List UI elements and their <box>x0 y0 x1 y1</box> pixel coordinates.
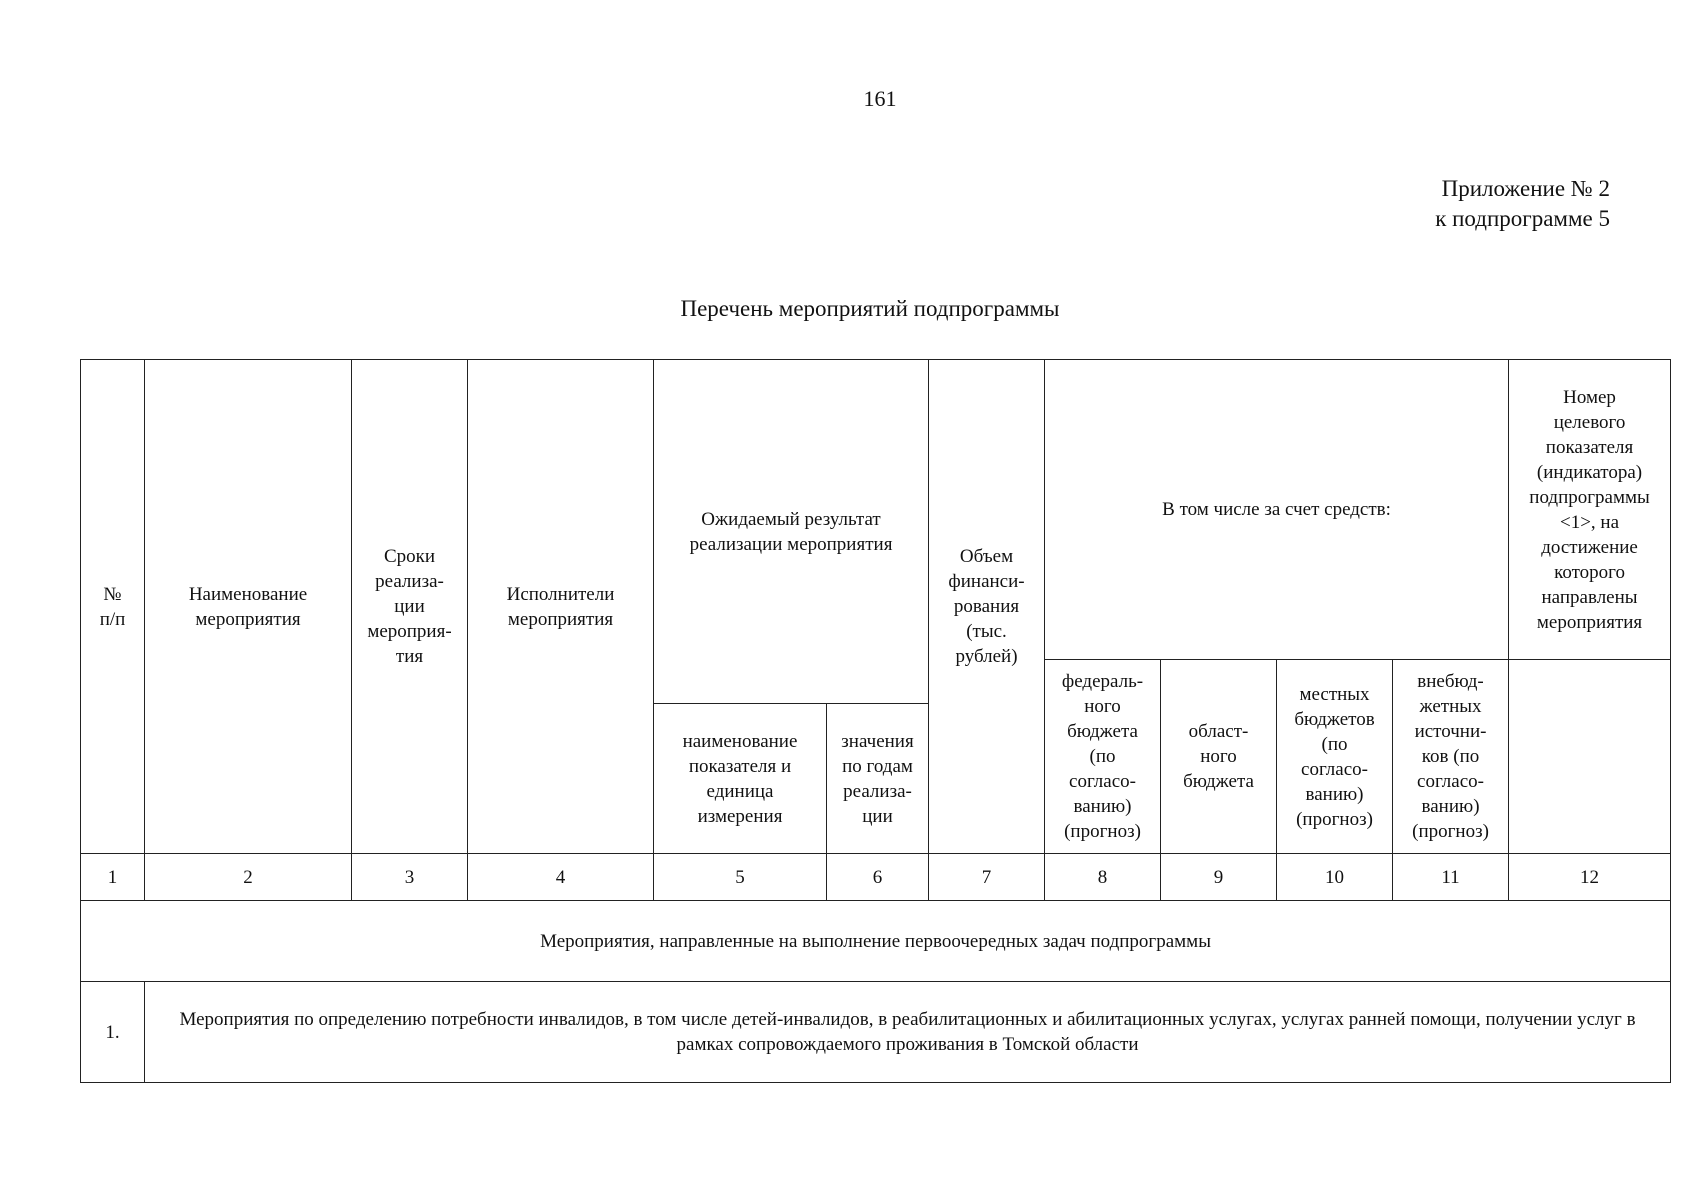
header-line: (прогноз) <box>1296 808 1373 830</box>
header-line: (по <box>1089 746 1116 767</box>
column-number: 12 <box>1509 854 1671 901</box>
page-number: 161 <box>863 86 897 111</box>
header-line: Исполнители <box>506 583 615 605</box>
header-line: измерения <box>697 805 783 827</box>
header-line: ванию) <box>1421 796 1480 817</box>
header-line: ков (по <box>1421 746 1480 767</box>
header-line: согласо- <box>1069 771 1136 792</box>
header-line: Объем <box>959 546 1014 567</box>
header-line: значения <box>841 730 914 752</box>
header-line: (тыс. <box>966 621 1007 642</box>
header-target-indicator <box>1509 360 1671 660</box>
header-expected-result <box>654 360 929 704</box>
header-line: <1>, на <box>1560 511 1620 533</box>
column-number: 3 <box>352 854 468 901</box>
header-line: мероприятия <box>195 608 301 630</box>
header-line: (индикатора) <box>1536 461 1643 483</box>
header-line: бюджета <box>1067 721 1138 742</box>
column-number: 6 <box>827 854 929 901</box>
header-line: которого <box>1554 561 1625 583</box>
column-number: 10 <box>1277 854 1393 901</box>
header-regional-budget <box>1161 660 1277 854</box>
header-line: наименование <box>682 730 798 752</box>
header-line: мероприя- <box>367 621 452 642</box>
header-line: федераль- <box>1061 671 1144 692</box>
appendix-line-2: к подпрограмме 5 <box>1435 206 1610 231</box>
header-name <box>145 360 352 854</box>
header-line: Сроки <box>383 546 436 567</box>
header-financing-volume <box>929 360 1045 854</box>
header-line: Наименование <box>188 583 308 605</box>
column-number: 7 <box>929 854 1045 901</box>
header-line: по годам <box>842 755 913 777</box>
header-line: Ожидаемый результат <box>701 508 881 530</box>
header-line: ного <box>1200 746 1237 767</box>
column-number: 8 <box>1045 854 1161 901</box>
column-number: 5 <box>654 854 827 901</box>
header-line: п/п <box>99 608 126 630</box>
section-title: Мероприятия, направленные на выполнение первоочередных задач подпрограммы <box>81 901 1671 982</box>
header-values-by-year <box>827 704 929 854</box>
header-line: согласо- <box>1301 758 1368 780</box>
header-line: ции <box>394 596 425 617</box>
header-line: достижение <box>1541 536 1638 558</box>
header-line: мероприятия <box>507 608 614 630</box>
header-line: направлены <box>1541 586 1638 608</box>
header-line: тия <box>395 646 424 667</box>
header-line: област- <box>1188 721 1249 742</box>
column-number-row <box>81 854 1671 901</box>
header-extra-budget <box>1393 660 1509 854</box>
header-line: показателя и <box>688 755 792 777</box>
appendix-line-1: Приложение № 2 <box>1441 176 1610 201</box>
header-line: бюджетов <box>1294 708 1375 730</box>
events-table <box>80 359 1671 1083</box>
header-line: Номер <box>1563 386 1616 408</box>
header-line: ванию) <box>1073 796 1132 817</box>
header-line: источни- <box>1414 721 1487 742</box>
document-title: Перечень мероприятий подпрограммы <box>680 296 1060 321</box>
header-terms <box>352 360 468 854</box>
header-line: мероприятия <box>1536 611 1643 633</box>
header-line: ного <box>1084 696 1121 717</box>
header-line: (по <box>1321 733 1348 755</box>
header-line: бюджета <box>1183 771 1254 792</box>
header-line: внебюд- <box>1417 671 1484 692</box>
header-line: показателя <box>1545 436 1634 458</box>
header-line: реализа- <box>375 571 444 592</box>
header-line: (прогноз) <box>1412 821 1489 842</box>
header-line: (прогноз) <box>1064 821 1141 842</box>
header-including: В том числе за счет средств: <box>1045 360 1509 660</box>
header-line: местных <box>1299 683 1370 705</box>
column-number: 4 <box>468 854 654 901</box>
header-federal-budget <box>1045 660 1161 854</box>
header-num <box>81 360 145 854</box>
row-text: Мероприятия по определению потребности инвалидов, в том числе детей-инвалидов, в реабилитационных и абилитационных услугах, услугах ранней помощи, получении услуг в рамках сопровождаемого проживания в Томской области <box>145 982 1671 1083</box>
header-line: ции <box>862 805 893 827</box>
header-line: № <box>103 583 122 605</box>
header-target-blank <box>1509 660 1671 854</box>
table-row <box>81 982 1671 1083</box>
header-executors <box>468 360 654 854</box>
header-line: единица <box>706 780 774 802</box>
column-number: 1 <box>81 854 145 901</box>
header-line: реализации мероприятия <box>689 533 893 555</box>
header-local-budgets <box>1277 660 1393 854</box>
row-number: 1. <box>81 982 145 1083</box>
section-row <box>81 901 1671 982</box>
header-line: рублей) <box>955 646 1018 667</box>
header-line: рования <box>953 596 1020 617</box>
header-line: целевого <box>1553 411 1626 433</box>
column-number: 11 <box>1393 854 1509 901</box>
column-number: 9 <box>1161 854 1277 901</box>
header-indicator-name <box>654 704 827 854</box>
header-line: жетных <box>1419 696 1482 717</box>
appendix-note <box>1435 174 1610 234</box>
header-line: согласо- <box>1417 771 1484 792</box>
column-number: 2 <box>145 854 352 901</box>
header-line: финанси- <box>948 571 1025 592</box>
header-line: реализа- <box>843 780 912 802</box>
header-line: подпрограммы <box>1529 486 1650 508</box>
header-line: ванию) <box>1305 783 1364 805</box>
